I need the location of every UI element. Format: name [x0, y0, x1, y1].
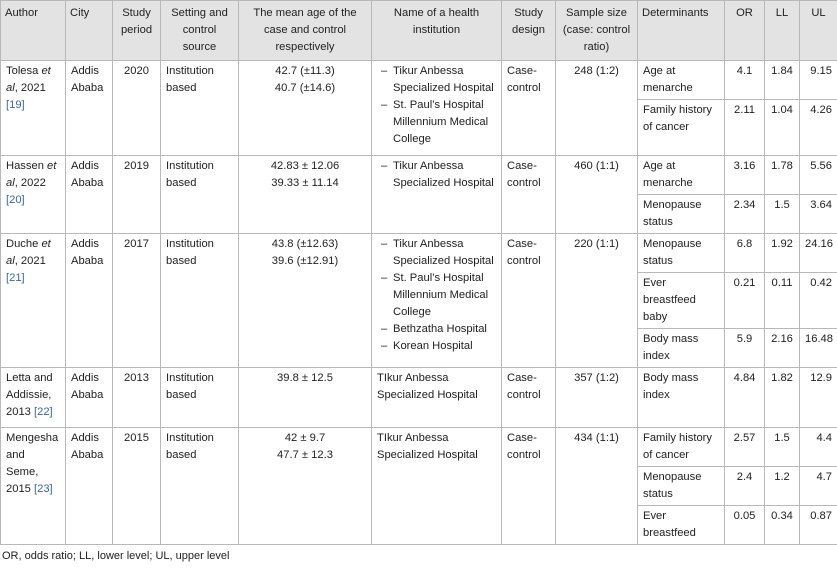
or-cell: 2.57: [725, 428, 765, 467]
or-cell: 4.84: [725, 368, 765, 428]
sample-cell: 220 (1:1): [556, 234, 638, 368]
mean-age-cell: 39.8 ± 12.5: [239, 368, 372, 428]
header-ul: UL: [800, 1, 837, 61]
or-cell: 4.1: [725, 61, 765, 100]
sample-cell: 357 (1:2): [556, 368, 638, 428]
or-cell: 6.8: [725, 234, 765, 273]
header-row: [1, 1, 837, 61]
header-city: City: [66, 1, 113, 61]
period-cell: 2017: [113, 234, 161, 368]
table-row: [1, 428, 837, 467]
ll-cell: 1.78: [765, 156, 800, 195]
citation-link[interactable]: [22]: [34, 406, 53, 418]
determinant-cell: Body mass index: [638, 368, 725, 428]
determinant-cell: Family history of cancer: [638, 100, 725, 156]
setting-cell: Institution based: [161, 61, 239, 156]
citation-link[interactable]: [21]: [6, 272, 25, 284]
institution-cell: – Tikur Anbessa Specialized Hospital: [372, 156, 502, 234]
setting-cell: Institution based: [161, 368, 239, 428]
header-author: Author: [1, 1, 66, 61]
determinant-cell: Menopause status: [638, 467, 725, 506]
header-ll: LL: [765, 1, 800, 61]
or-cell: 0.05: [725, 506, 765, 545]
city-cell: Addis Ababa: [66, 428, 113, 545]
determinant-cell: Age at menarche: [638, 156, 725, 195]
sample-cell: 434 (1:1): [556, 428, 638, 545]
ul-cell: 4.4: [800, 428, 837, 467]
determinant-cell: Age at menarche: [638, 61, 725, 100]
citation-link[interactable]: [20]: [6, 194, 25, 206]
or-cell: 2.11: [725, 100, 765, 156]
table-row: [1, 368, 837, 428]
design-cell: Case-control: [502, 156, 556, 234]
determinant-cell: Menopause status: [638, 234, 725, 273]
city-cell: Addis Ababa: [66, 368, 113, 428]
ll-cell: 1.92: [765, 234, 800, 273]
ul-cell: 5.56: [800, 156, 837, 195]
period-cell: 2015: [113, 428, 161, 545]
ll-cell: 1.2: [765, 467, 800, 506]
author-cell: Mengesha and Seme, 2015 [23]: [1, 428, 66, 545]
city-cell: Addis Ababa: [66, 61, 113, 156]
ll-cell: 1.04: [765, 100, 800, 156]
ll-cell: 2.16: [765, 329, 800, 368]
institution-cell: TIkur Anbessa Specialized Hospital: [372, 368, 502, 428]
header-setting: Setting and control source: [161, 1, 239, 61]
mean-age-cell: 43.8 (±12.63) 39.6 (±12.91): [239, 234, 372, 368]
ul-cell: 4.7: [800, 467, 837, 506]
header-mean-age: The mean age of the case and control respectively: [239, 1, 372, 61]
design-cell: Case-control: [502, 61, 556, 156]
header-study-design: Study design: [502, 1, 556, 61]
table-row: [1, 156, 837, 195]
design-cell: Case-control: [502, 234, 556, 368]
ul-cell: 12.9: [800, 368, 837, 428]
ul-cell: 4.26: [800, 100, 837, 156]
sample-cell: 248 (1:2): [556, 61, 638, 156]
design-cell: Case-control: [502, 368, 556, 428]
ll-cell: 1.84: [765, 61, 800, 100]
determinant-cell: Ever breastfeed baby: [638, 273, 725, 329]
or-cell: 5.9: [725, 329, 765, 368]
author-cell: Hassen et al, 2022 [20]: [1, 156, 66, 234]
city-cell: Addis Ababa: [66, 234, 113, 368]
mean-age-cell: 42.7 (±11.3) 40.7 (±14.6): [239, 61, 372, 156]
ul-cell: 0.87: [800, 506, 837, 545]
period-cell: 2013: [113, 368, 161, 428]
table-row: [1, 234, 837, 273]
mean-age-cell: 42 ± 9.7 47.7 ± 12.3: [239, 428, 372, 545]
sample-cell: 460 (1:1): [556, 156, 638, 234]
header-institution: Name of a health institution: [372, 1, 502, 61]
header-study-period: Study period: [113, 1, 161, 61]
author-cell: Letta and Addissie, 2013 [22]: [1, 368, 66, 428]
setting-cell: Institution based: [161, 234, 239, 368]
or-cell: 2.34: [725, 195, 765, 234]
ul-cell: 24.16: [800, 234, 837, 273]
determinant-cell: Ever breastfeed: [638, 506, 725, 545]
design-cell: Case-control: [502, 428, 556, 545]
institution-cell: – Tikur Anbessa Specialized Hospital – St. Paul’s Hospital Millennium Medical College – Bethzatha Hospital – Korean Hospital: [372, 234, 502, 368]
ll-cell: 1.5: [765, 428, 800, 467]
institution-cell: – Tikur Anbessa Specialized Hospital – St. Paul’s Hospital Millennium Medical College: [372, 61, 502, 156]
setting-cell: Institution based: [161, 428, 239, 545]
determinant-cell: Menopause status: [638, 195, 725, 234]
header-determinants: Determinants: [638, 1, 725, 61]
citation-link[interactable]: [23]: [34, 483, 53, 495]
ul-cell: 9.15: [800, 61, 837, 100]
institution-cell: TIkur Anbessa Specialized Hospital: [372, 428, 502, 545]
or-cell: 3.16: [725, 156, 765, 195]
ll-cell: 1.82: [765, 368, 800, 428]
period-cell: 2020: [113, 61, 161, 156]
or-cell: 0.21: [725, 273, 765, 329]
header-or: OR: [725, 1, 765, 61]
ll-cell: 0.34: [765, 506, 800, 545]
city-cell: Addis Ababa: [66, 156, 113, 234]
author-cell: Tolesa et al, 2021 [19]: [1, 61, 66, 156]
ll-cell: 1.5: [765, 195, 800, 234]
table-footnote: OR, odds ratio; LL, lower level; UL, upper level: [2, 550, 230, 562]
determinant-cell: Family history of cancer: [638, 428, 725, 467]
determinant-cell: Body mass index: [638, 329, 725, 368]
table-row: [1, 61, 837, 100]
ul-cell: 3.64: [800, 195, 837, 234]
ll-cell: 0.11: [765, 273, 800, 329]
period-cell: 2019: [113, 156, 161, 234]
author-cell: Duche et al, 2021 [21]: [1, 234, 66, 368]
mean-age-cell: 42.83 ± 12.06 39.33 ± 11.14: [239, 156, 372, 234]
ul-cell: 0.42: [800, 273, 837, 329]
header-sample-size: Sample size (case: control ratio): [556, 1, 638, 61]
or-cell: 2.4: [725, 467, 765, 506]
citation-link[interactable]: [19]: [6, 99, 25, 111]
setting-cell: Institution based: [161, 156, 239, 234]
ul-cell: 16.48: [800, 329, 837, 368]
